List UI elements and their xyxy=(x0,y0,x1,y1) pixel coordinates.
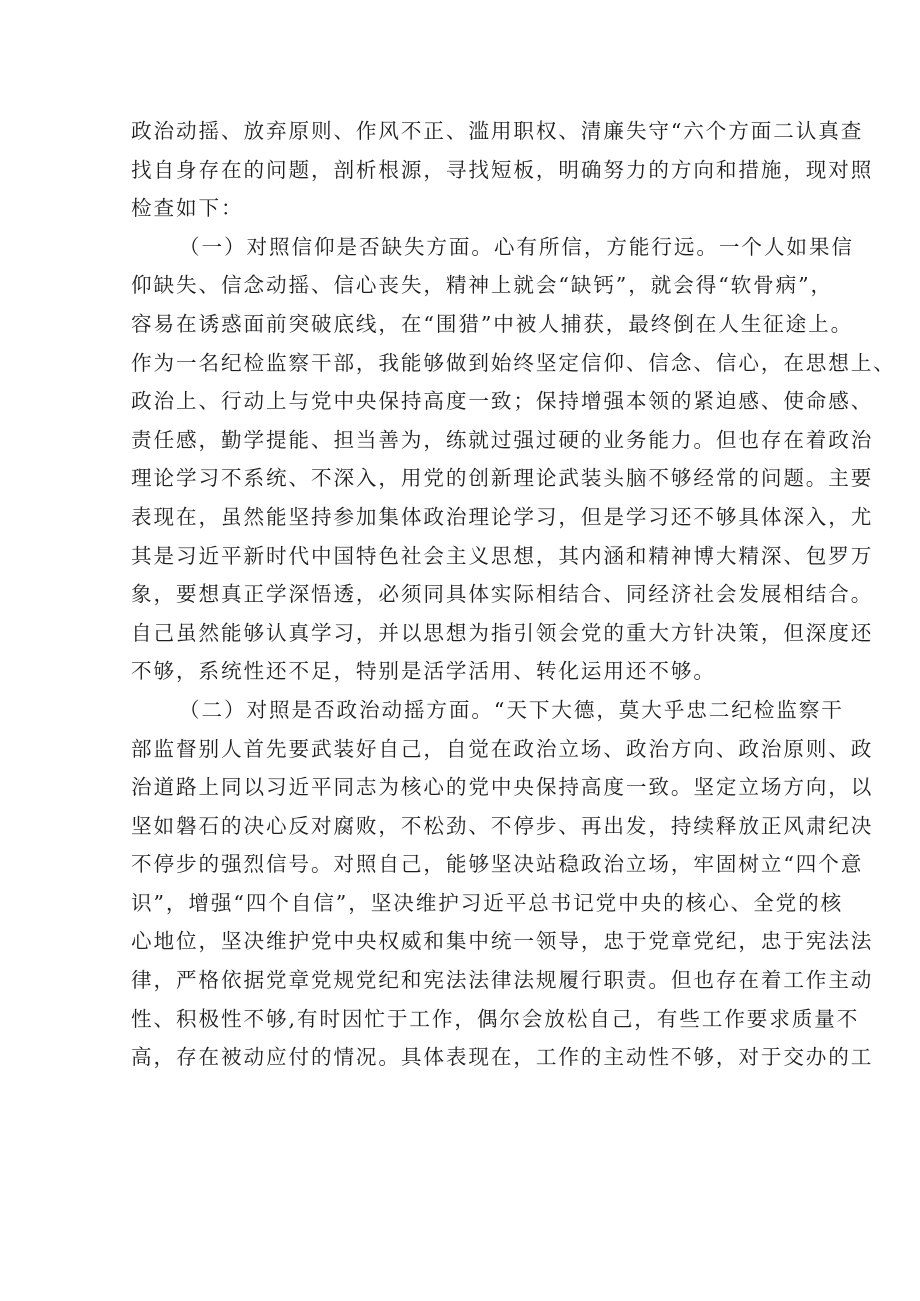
text-line: 识”，增强“四个自信”，坚决维护习近平总书记党中央的核心、全党的核 xyxy=(131,890,844,915)
text-line: 检查如下： xyxy=(131,196,244,221)
text-line: 作为一名纪检监察干部，我能够做到始终坚定信仰、信念、信心，在思想上、 xyxy=(131,350,896,375)
text-line: 性、积极性不够,有时因忙于工作，偶尔会放松自己，有些工作要求质量不 xyxy=(131,1006,860,1031)
text-line: 律，严格依据党章党规党纪和宪法法律法规履行职责。但也存在着工作主动 xyxy=(131,968,874,993)
paragraph-section-1 xyxy=(131,228,896,691)
text-line: 政治上、行动上与党中央保持高度一致；保持增强本领的紧迫感、使命感、 xyxy=(131,389,874,414)
text-line: 治道路上同以习近平同志为核心的党中央保持高度一致。坚定立场方向，以 xyxy=(131,775,874,800)
text-line: 责任感，勤学提能、担当善为，练就过强过硬的业务能力。但也存在着政治 xyxy=(131,427,874,452)
text-line: 找自身存在的问题，剖析根源，寻找短板，明确努力的方向和措施，现对照 xyxy=(131,157,874,182)
paragraph-intro xyxy=(131,112,874,228)
text-line: 象，要想真正学深悟透，必须同具体实际相结合、同经济社会发展相结合。 xyxy=(131,582,874,607)
text-line: 表现在，虽然能坚持参加集体政治理论学习，但是学习还不够具体深入，尤 xyxy=(131,504,874,529)
text-line: 坚如磐石的决心反对腐败，不松劲、不停步、再出发，持续释放正风肃纪决 xyxy=(131,813,874,838)
text-line: 心地位，坚决维护党中央权威和集中统一领导，忠于党章党纪，忠于宪法法 xyxy=(131,929,874,954)
text-line: 理论学习不系统、不深入，用党的创新理论武装头脑不够经常的问题。主要 xyxy=(131,466,874,491)
document-body xyxy=(131,112,896,1077)
paragraph-heading-line: （一）对照信仰是否缺失方面。心有所信，方能行远。一个人如果信 xyxy=(179,234,854,259)
paragraph-heading-line: （二）对照是否政治动摇方面。“天下大德，莫大乎忠二纪检监察干 xyxy=(179,697,844,722)
paragraph-section-2 xyxy=(131,691,874,1077)
text-line: 不停步的强烈信号。对照自己，能够坚决站稳政治立场，牢固树立“四个意 xyxy=(131,852,864,877)
text-line: 自己虽然能够认真学习，并以思想为指引领会党的重大方针决策，但深度还 xyxy=(131,620,874,645)
text-line: 高，存在被动应付的情况。具体表现在，工作的主动性不够，对于交办的工 xyxy=(131,1045,874,1070)
text-line: 其是习近平新时代中国特色社会主义思想，其内涵和精神博大精深、包罗万 xyxy=(131,543,874,568)
text-line: 部监督别人首先要武装好自己，自觉在政治立场、政治方向、政治原则、政 xyxy=(131,736,874,761)
text-line: 政治动摇、放弃原则、作风不正、滥用职权、清廉失守“六个方面二认真查 xyxy=(131,119,864,143)
text-line: 仰缺失、信念动摇、信心丧失，精神上就会“缺钙”，就会得“软骨病”， xyxy=(131,273,834,298)
text-line: 容易在诱惑面前突破底线，在“围猎”中被人捕获，最终倒在人生征途上。 xyxy=(131,311,854,336)
text-line: 不够，系统性还不足，特别是活学活用、转化运用还不够。 xyxy=(131,659,716,684)
